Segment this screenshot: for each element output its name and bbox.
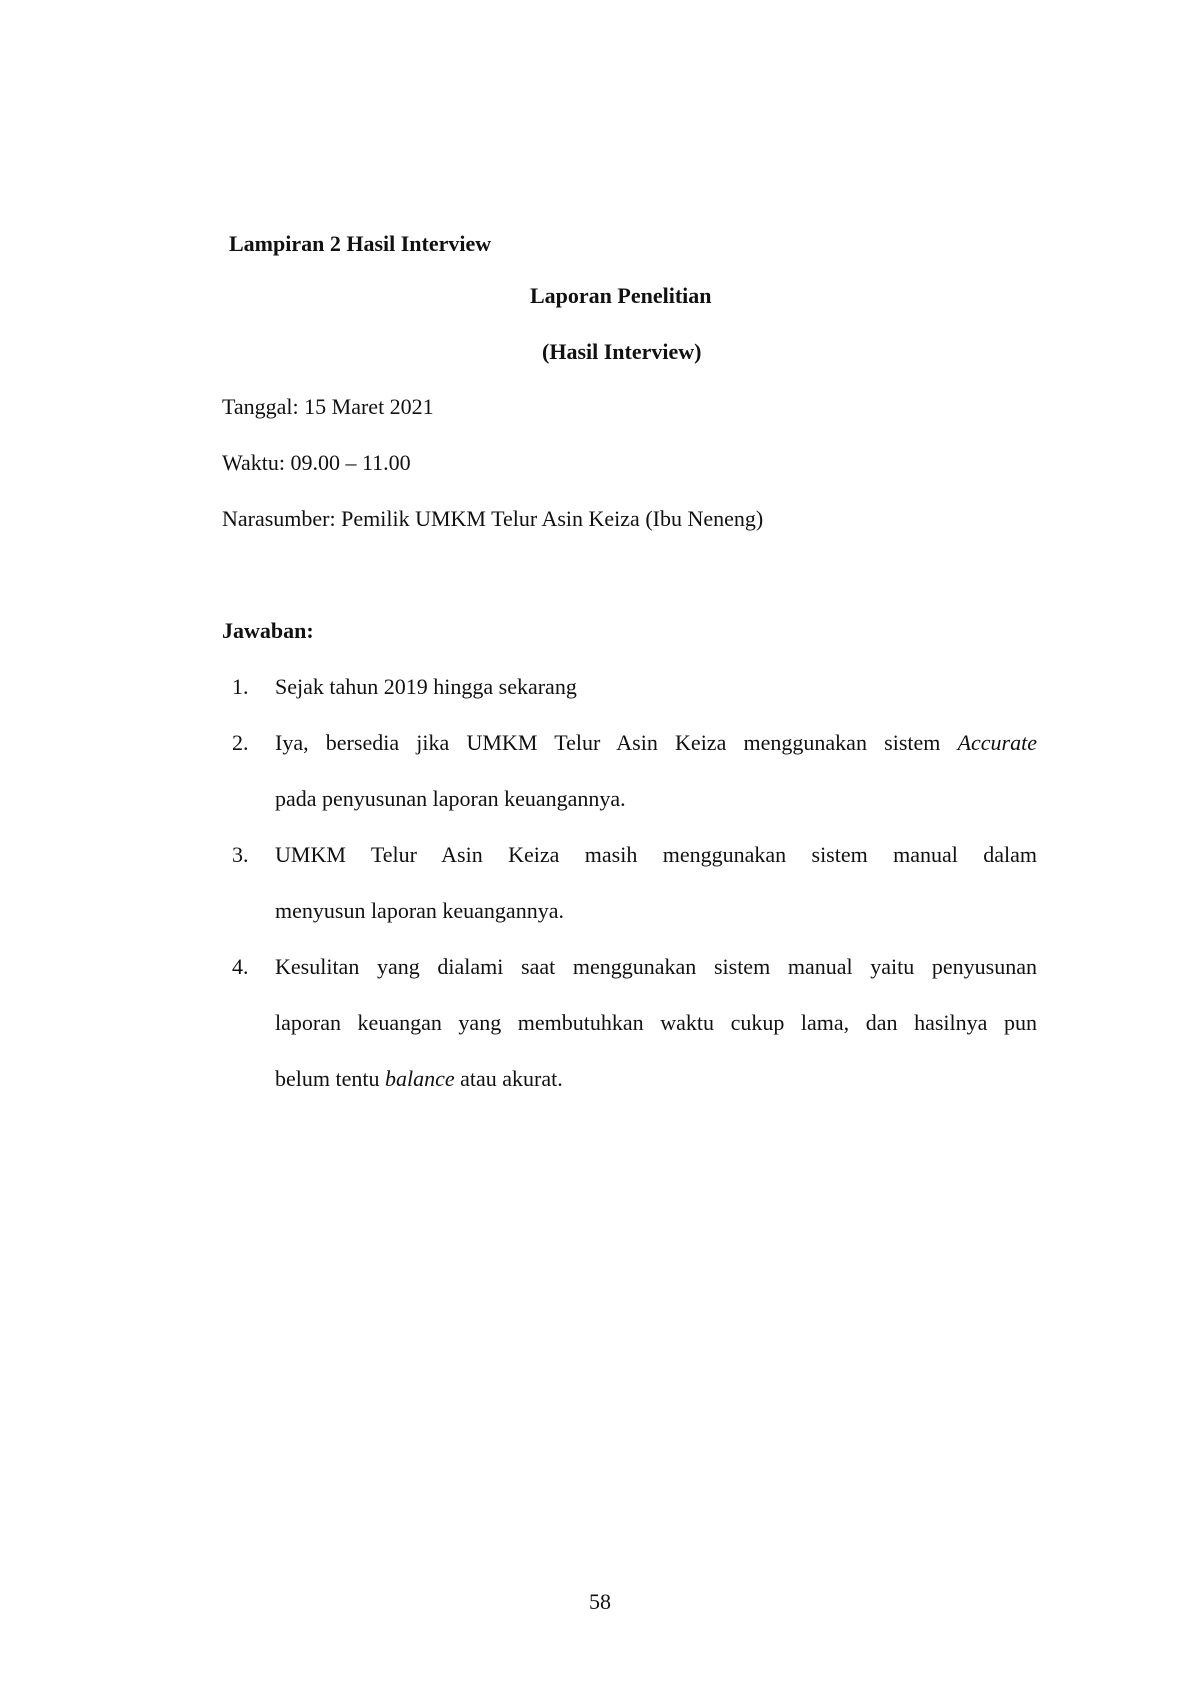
list-item-text-part: belum tentu — [275, 1066, 385, 1091]
emphasized-term: balance — [384, 1066, 455, 1091]
list-item-text-continued: pada penyusunan laporan keuangannya. — [275, 786, 626, 811]
list-item-text-continued: laporan keuangan yang membutuhkan waktu cukup lama, dan hasilnya pun — [275, 1010, 1037, 1035]
interview-source: Narasumber: Pemilik UMKM Telur Asin Keiza (Ibu Neneng) — [222, 506, 764, 531]
appendix-title: Lampiran 2 Hasil Interview — [229, 231, 492, 256]
report-subtitle: (Hasil Interview) — [542, 339, 702, 364]
list-item-number: 3. — [232, 842, 249, 867]
list-item-text: Sejak tahun 2019 hingga sekarang — [275, 674, 577, 699]
list-item-text-part: atau akurat. — [454, 1066, 563, 1091]
list-item-number: 2. — [232, 730, 249, 755]
list-item-text: Kesulitan yang dialami saat menggunakan sistem manual yaitu penyusunan — [275, 954, 1037, 979]
report-title: Laporan Penelitian — [530, 283, 712, 308]
interview-date: Tanggal: 15 Maret 2021 — [222, 394, 434, 419]
list-item-text-continued: menyusun laporan keuangannya. — [275, 898, 564, 923]
list-item-text-continued — [275, 1065, 1037, 1093]
interview-time: Waktu: 09.00 – 11.00 — [222, 450, 411, 475]
list-item-text: UMKM Telur Asin Keiza masih menggunakan sistem manual dalam — [275, 842, 1037, 867]
page-number: 58 — [589, 1589, 611, 1614]
list-item-number: 1. — [232, 674, 249, 699]
answers-heading: Jawaban: — [222, 618, 314, 643]
emphasized-term: Accurate — [957, 730, 1037, 755]
list-item-text-part: Iya, bersedia jika UMKM Telur Asin Keiza menggunakan sistem — [275, 730, 958, 755]
list-item-number: 4. — [232, 954, 249, 979]
list-item-text — [275, 729, 1037, 757]
